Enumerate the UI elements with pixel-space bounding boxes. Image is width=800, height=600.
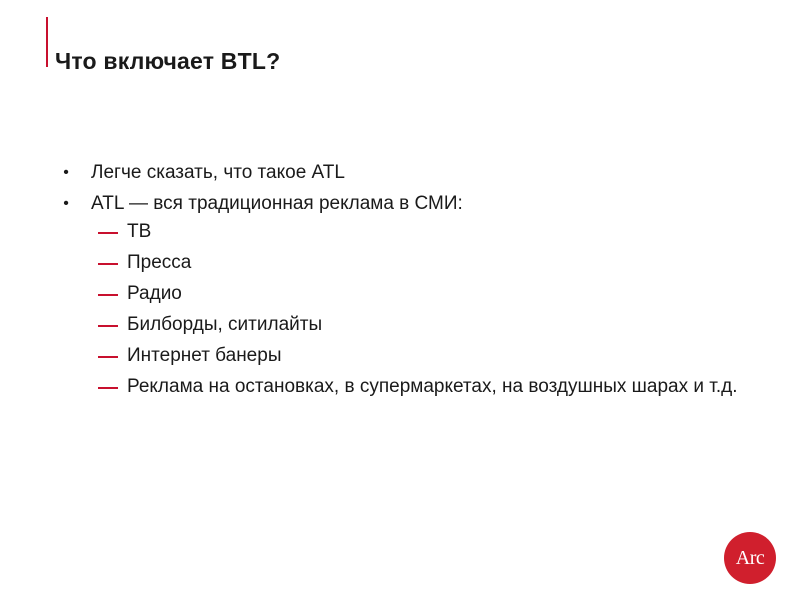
arc-logo: Arc — [724, 532, 776, 584]
slide-content — [60, 157, 740, 405]
dash-marker-icon — [98, 356, 118, 358]
sub-bullet-text: ТВ — [127, 221, 152, 242]
sub-bullet-text: Пресса — [127, 252, 192, 273]
sub-bullet-text: Билборды, ситилайты — [127, 314, 323, 335]
sub-bullet-item — [60, 281, 740, 307]
title-accent-line — [46, 17, 48, 67]
dash-marker-icon — [98, 232, 118, 234]
sub-bullet-text: Радио — [127, 283, 182, 304]
slide-title: Что включает BTL? — [55, 48, 281, 74]
sub-bullet-text: Реклама на остановках, в супермаркетах, на воздушных шарах и т.д. — [127, 376, 738, 397]
dash-marker-icon — [98, 294, 118, 296]
sub-bullet-item — [60, 250, 740, 276]
dash-marker-icon — [98, 387, 118, 389]
bullet-text: ATL — вся традиционная реклама в СМИ: — [91, 193, 463, 214]
bullet-dot-icon: • — [63, 195, 69, 212]
sub-bullet-item — [60, 374, 740, 400]
sub-bullet-item — [60, 219, 740, 245]
bullet-text: Легче сказать, что такое ATL — [91, 162, 345, 183]
dash-marker-icon — [98, 325, 118, 327]
bullet-item — [60, 188, 740, 219]
sub-bullet-text: Интернет банеры — [127, 345, 282, 366]
sub-bullet-item — [60, 343, 740, 369]
bullet-dot-icon: • — [63, 164, 69, 181]
bullet-item — [60, 157, 740, 188]
dash-marker-icon — [98, 263, 118, 265]
sub-bullet-item — [60, 312, 740, 338]
